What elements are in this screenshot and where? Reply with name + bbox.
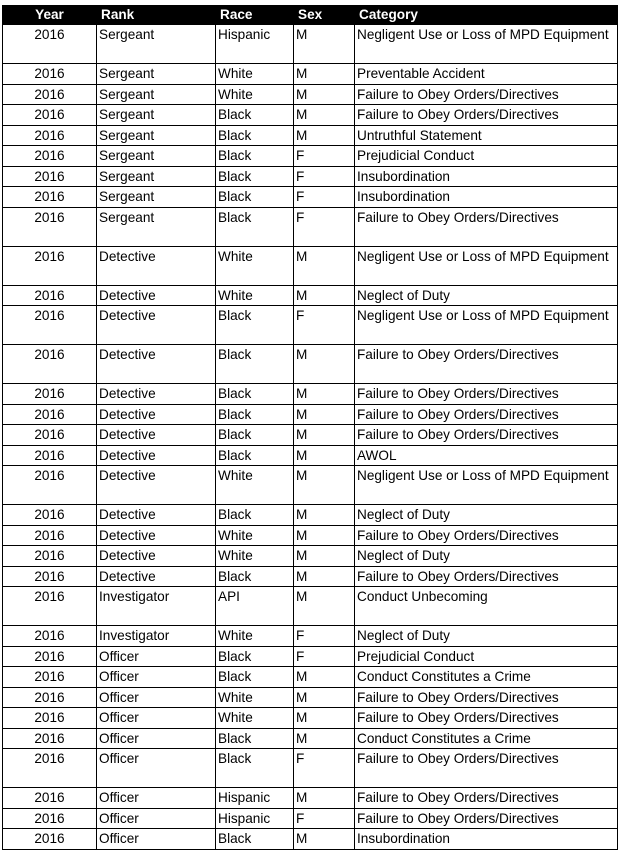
- cell-category: Failure to Obey Orders/Directives: [355, 84, 618, 105]
- cell-year: 2016: [3, 285, 97, 306]
- cell-year: 2016: [3, 166, 97, 187]
- cell-rank: Detective: [97, 246, 216, 285]
- cell-race: Black: [216, 404, 294, 425]
- cell-race: Black: [216, 207, 294, 246]
- cell-rank: Detective: [97, 384, 216, 405]
- cell-category: Neglect of Duty: [355, 546, 618, 567]
- cell-category: Neglect of Duty: [355, 505, 618, 526]
- cell-race: Black: [216, 728, 294, 749]
- cell-rank: Detective: [97, 345, 216, 384]
- cell-race: White: [216, 246, 294, 285]
- cell-race: White: [216, 466, 294, 505]
- cell-sex: F: [294, 749, 355, 788]
- cell-sex: M: [294, 667, 355, 688]
- table-row: [3, 587, 618, 626]
- cell-category: Prejudicial Conduct: [355, 646, 618, 667]
- cell-sex: M: [294, 728, 355, 749]
- cell-race: White: [216, 626, 294, 647]
- cell-rank: Detective: [97, 546, 216, 567]
- cell-year: 2016: [3, 345, 97, 384]
- cell-race: White: [216, 285, 294, 306]
- cell-year: 2016: [3, 425, 97, 446]
- cell-category: Conduct Unbecoming: [355, 587, 618, 626]
- cell-race: Black: [216, 749, 294, 788]
- cell-category: Insubordination: [355, 829, 618, 850]
- cell-sex: M: [294, 505, 355, 526]
- table-row: [3, 105, 618, 126]
- cell-rank: Officer: [97, 728, 216, 749]
- table-row: [3, 207, 618, 246]
- cell-year: 2016: [3, 525, 97, 546]
- cell-sex: M: [294, 525, 355, 546]
- cell-year: 2016: [3, 246, 97, 285]
- cell-rank: Sergeant: [97, 25, 216, 64]
- cell-rank: Sergeant: [97, 207, 216, 246]
- cell-sex: F: [294, 646, 355, 667]
- cell-rank: Officer: [97, 687, 216, 708]
- cell-category: Failure to Obey Orders/Directives: [355, 808, 618, 829]
- cell-year: 2016: [3, 667, 97, 688]
- cell-year: 2016: [3, 728, 97, 749]
- table-row: [3, 166, 618, 187]
- table-row: [3, 187, 618, 208]
- cell-year: 2016: [3, 566, 97, 587]
- cell-category: Failure to Obey Orders/Directives: [355, 425, 618, 446]
- cell-rank: Officer: [97, 788, 216, 809]
- cell-race: White: [216, 84, 294, 105]
- cell-race: Black: [216, 505, 294, 526]
- cell-category: Failure to Obey Orders/Directives: [355, 404, 618, 425]
- cell-race: White: [216, 525, 294, 546]
- cell-race: Hispanic: [216, 25, 294, 64]
- table-row: [3, 687, 618, 708]
- cell-sex: M: [294, 829, 355, 850]
- header-year: Year: [3, 6, 97, 25]
- table-row: [3, 829, 618, 850]
- cell-rank: Sergeant: [97, 105, 216, 126]
- cell-year: 2016: [3, 546, 97, 567]
- cell-race: Black: [216, 146, 294, 167]
- cell-race: Black: [216, 646, 294, 667]
- cell-category: Failure to Obey Orders/Directives: [355, 708, 618, 729]
- cell-race: White: [216, 687, 294, 708]
- cell-year: 2016: [3, 25, 97, 64]
- cell-category: Negligent Use or Loss of MPD Equipment: [355, 246, 618, 285]
- cell-rank: Detective: [97, 306, 216, 345]
- cell-race: Black: [216, 105, 294, 126]
- cell-rank: Detective: [97, 566, 216, 587]
- cell-race: Black: [216, 125, 294, 146]
- cell-sex: M: [294, 687, 355, 708]
- cell-category: Preventable Accident: [355, 64, 618, 85]
- cell-sex: M: [294, 566, 355, 587]
- cell-sex: M: [294, 285, 355, 306]
- table-row: [3, 708, 618, 729]
- header-category: Category: [355, 6, 618, 25]
- cell-year: 2016: [3, 306, 97, 345]
- cell-category: Insubordination: [355, 187, 618, 208]
- table-row: [3, 64, 618, 85]
- cell-category: Neglect of Duty: [355, 626, 618, 647]
- cell-rank: Sergeant: [97, 125, 216, 146]
- cell-year: 2016: [3, 146, 97, 167]
- cell-sex: M: [294, 384, 355, 405]
- cell-category: Failure to Obey Orders/Directives: [355, 749, 618, 788]
- table-row: [3, 525, 618, 546]
- table-row: [3, 749, 618, 788]
- cell-sex: M: [294, 105, 355, 126]
- table-row: [3, 125, 618, 146]
- table-row: [3, 667, 618, 688]
- table-row: [3, 728, 618, 749]
- cell-category: Failure to Obey Orders/Directives: [355, 345, 618, 384]
- cell-category: Failure to Obey Orders/Directives: [355, 105, 618, 126]
- cell-rank: Detective: [97, 425, 216, 446]
- cell-year: 2016: [3, 708, 97, 729]
- cell-sex: M: [294, 25, 355, 64]
- table-row: [3, 626, 618, 647]
- table-row: [3, 546, 618, 567]
- cell-race: Black: [216, 425, 294, 446]
- table-row: [3, 808, 618, 829]
- cell-category: Failure to Obey Orders/Directives: [355, 687, 618, 708]
- cell-race: Hispanic: [216, 788, 294, 809]
- table-row: [3, 345, 618, 384]
- cell-rank: Sergeant: [97, 64, 216, 85]
- header-rank: Rank: [97, 6, 216, 25]
- cell-rank: Investigator: [97, 587, 216, 626]
- cell-race: White: [216, 64, 294, 85]
- cell-category: Negligent Use or Loss of MPD Equipment: [355, 306, 618, 345]
- discipline-table: [2, 5, 618, 850]
- cell-race: API: [216, 587, 294, 626]
- cell-sex: M: [294, 788, 355, 809]
- cell-category: Conduct Constitutes a Crime: [355, 728, 618, 749]
- cell-sex: M: [294, 246, 355, 285]
- table-row: [3, 84, 618, 105]
- cell-category: Untruthful Statement: [355, 125, 618, 146]
- cell-category: Prejudicial Conduct: [355, 146, 618, 167]
- cell-sex: F: [294, 207, 355, 246]
- cell-year: 2016: [3, 687, 97, 708]
- table-row: [3, 425, 618, 446]
- cell-race: Black: [216, 166, 294, 187]
- cell-sex: M: [294, 546, 355, 567]
- table-row: [3, 445, 618, 466]
- table-row: [3, 466, 618, 505]
- cell-race: Black: [216, 345, 294, 384]
- cell-rank: Sergeant: [97, 166, 216, 187]
- table-row: [3, 285, 618, 306]
- cell-sex: F: [294, 306, 355, 345]
- cell-year: 2016: [3, 646, 97, 667]
- cell-year: 2016: [3, 125, 97, 146]
- cell-category: Failure to Obey Orders/Directives: [355, 788, 618, 809]
- cell-rank: Investigator: [97, 626, 216, 647]
- cell-rank: Officer: [97, 708, 216, 729]
- cell-sex: M: [294, 84, 355, 105]
- cell-rank: Detective: [97, 445, 216, 466]
- cell-rank: Officer: [97, 829, 216, 850]
- cell-sex: F: [294, 187, 355, 208]
- cell-year: 2016: [3, 466, 97, 505]
- cell-year: 2016: [3, 626, 97, 647]
- cell-sex: M: [294, 404, 355, 425]
- cell-sex: M: [294, 445, 355, 466]
- cell-year: 2016: [3, 84, 97, 105]
- table-row: [3, 646, 618, 667]
- cell-category: AWOL: [355, 445, 618, 466]
- cell-race: Black: [216, 445, 294, 466]
- cell-year: 2016: [3, 445, 97, 466]
- cell-category: Failure to Obey Orders/Directives: [355, 525, 618, 546]
- cell-category: Conduct Constitutes a Crime: [355, 667, 618, 688]
- cell-race: White: [216, 546, 294, 567]
- cell-rank: Sergeant: [97, 187, 216, 208]
- cell-race: Hispanic: [216, 808, 294, 829]
- table-row: [3, 404, 618, 425]
- cell-sex: F: [294, 808, 355, 829]
- header-row: [3, 6, 618, 25]
- cell-year: 2016: [3, 64, 97, 85]
- cell-year: 2016: [3, 788, 97, 809]
- cell-year: 2016: [3, 105, 97, 126]
- cell-year: 2016: [3, 505, 97, 526]
- cell-rank: Officer: [97, 646, 216, 667]
- table-row: [3, 566, 618, 587]
- table-row: [3, 384, 618, 405]
- cell-year: 2016: [3, 207, 97, 246]
- cell-rank: Officer: [97, 667, 216, 688]
- cell-category: Failure to Obey Orders/Directives: [355, 207, 618, 246]
- cell-category: Failure to Obey Orders/Directives: [355, 566, 618, 587]
- cell-year: 2016: [3, 384, 97, 405]
- cell-rank: Sergeant: [97, 146, 216, 167]
- cell-race: Black: [216, 187, 294, 208]
- cell-rank: Officer: [97, 749, 216, 788]
- cell-sex: M: [294, 345, 355, 384]
- cell-sex: M: [294, 64, 355, 85]
- table-row: [3, 788, 618, 809]
- cell-sex: M: [294, 425, 355, 446]
- cell-sex: M: [294, 125, 355, 146]
- cell-race: Black: [216, 566, 294, 587]
- cell-sex: M: [294, 708, 355, 729]
- cell-year: 2016: [3, 404, 97, 425]
- cell-year: 2016: [3, 187, 97, 208]
- cell-race: Black: [216, 667, 294, 688]
- cell-category: Negligent Use or Loss of MPD Equipment: [355, 466, 618, 505]
- cell-race: White: [216, 708, 294, 729]
- cell-rank: Detective: [97, 404, 216, 425]
- cell-race: Black: [216, 306, 294, 345]
- cell-rank: Detective: [97, 505, 216, 526]
- cell-rank: Detective: [97, 285, 216, 306]
- table-row: [3, 246, 618, 285]
- cell-category: Negligent Use or Loss of MPD Equipment: [355, 25, 618, 64]
- table-row: [3, 146, 618, 167]
- header-race: Race: [216, 6, 294, 25]
- cell-category: Insubordination: [355, 166, 618, 187]
- cell-sex: F: [294, 166, 355, 187]
- cell-sex: M: [294, 587, 355, 626]
- cell-sex: F: [294, 146, 355, 167]
- cell-year: 2016: [3, 829, 97, 850]
- cell-race: Black: [216, 384, 294, 405]
- cell-category: Neglect of Duty: [355, 285, 618, 306]
- table-row: [3, 25, 618, 64]
- cell-rank: Sergeant: [97, 84, 216, 105]
- cell-rank: Detective: [97, 466, 216, 505]
- cell-year: 2016: [3, 808, 97, 829]
- header-sex: Sex: [294, 6, 355, 25]
- table-row: [3, 505, 618, 526]
- cell-sex: F: [294, 626, 355, 647]
- cell-year: 2016: [3, 587, 97, 626]
- cell-rank: Officer: [97, 808, 216, 829]
- cell-category: Failure to Obey Orders/Directives: [355, 384, 618, 405]
- cell-sex: M: [294, 466, 355, 505]
- cell-rank: Detective: [97, 525, 216, 546]
- cell-race: Black: [216, 829, 294, 850]
- cell-year: 2016: [3, 749, 97, 788]
- table-row: [3, 306, 618, 345]
